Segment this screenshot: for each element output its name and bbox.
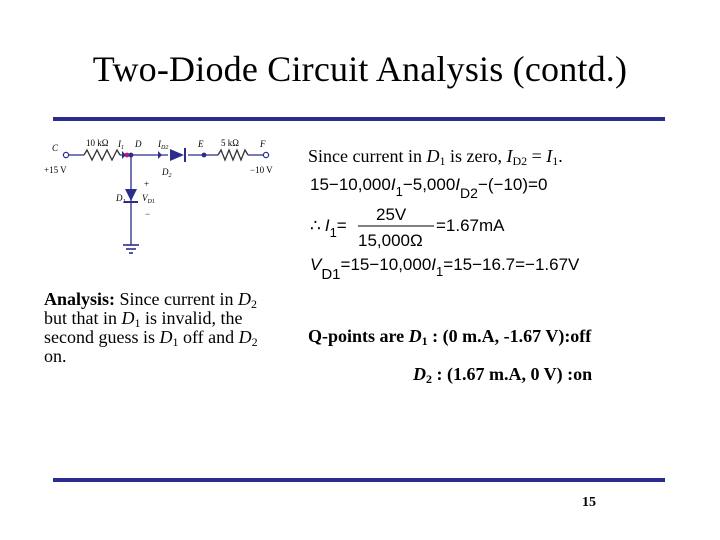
resistor-5k-label: 5 kΩ [221, 138, 239, 148]
vd1-label: $V_{D1}$ [142, 193, 155, 205]
node-f-label: F [260, 139, 266, 149]
equation-2-result: =1.67mA [436, 216, 505, 235]
equation-2-denominator: 15,000Ω [358, 231, 423, 250]
slide-title: Two-Diode Circuit Analysis (contd.) [92, 49, 628, 89]
circuit-diagram [38, 127, 278, 267]
qpoint-line-1: Q-points are $D_1$ : (0 m.A, -1.67 V):off [308, 326, 592, 348]
node-c-label: C [52, 143, 59, 153]
bottom-divider [53, 478, 665, 482]
terminal-c [63, 152, 68, 157]
vd1-plus: + [144, 179, 150, 189]
equation-2-lhs: ∴ $I_1=$ [310, 216, 347, 240]
i1-arrow [122, 151, 126, 159]
d2-label: $D_2$ [162, 167, 172, 179]
analysis-paragraph: Analysis: Since current in $D_2$ but that in $D_1$ is invalid, the second guess is $D_1$ off and $D_2$ on. [44, 289, 258, 366]
diode-d1-symbol [125, 189, 137, 201]
right-voltage-label: −10 V [250, 165, 273, 175]
ground-symbol [123, 245, 139, 253]
node-e-label: E [198, 139, 204, 149]
analysis-lead: Analysis: [44, 289, 116, 309]
left-voltage-label: +15 V [44, 165, 67, 175]
id2-arrow [158, 151, 162, 159]
equation-3: $VD1=15-10,000I_1=15-16.7=-1.67V$ [310, 255, 580, 283]
qpoint-line-2: $D_2$ : (1.67 m.A, 0 V) :on [413, 364, 593, 386]
node-d-label: D [135, 139, 142, 149]
equations-block [306, 170, 646, 290]
id2-label: $I_{D2}$ [158, 139, 169, 151]
resistor-10k-label: 10 kΩ [86, 138, 109, 148]
i1-label: $I_1$ [118, 139, 124, 151]
equation-2-numerator: 25V [376, 205, 407, 224]
vd1-minus: − [145, 209, 151, 219]
page-number: 15 [582, 495, 596, 510]
terminal-f [263, 152, 268, 157]
equation-1: $15-10,000I_1-5,000I_{D2}-(-10)=0$ [310, 175, 548, 201]
node-dot-e [202, 153, 207, 158]
d1-label: $D_1$ [116, 193, 126, 205]
since-statement: Since current in $D_1$ is zero, $I_{D2} = I_1$. [308, 146, 563, 168]
top-divider [53, 117, 665, 121]
